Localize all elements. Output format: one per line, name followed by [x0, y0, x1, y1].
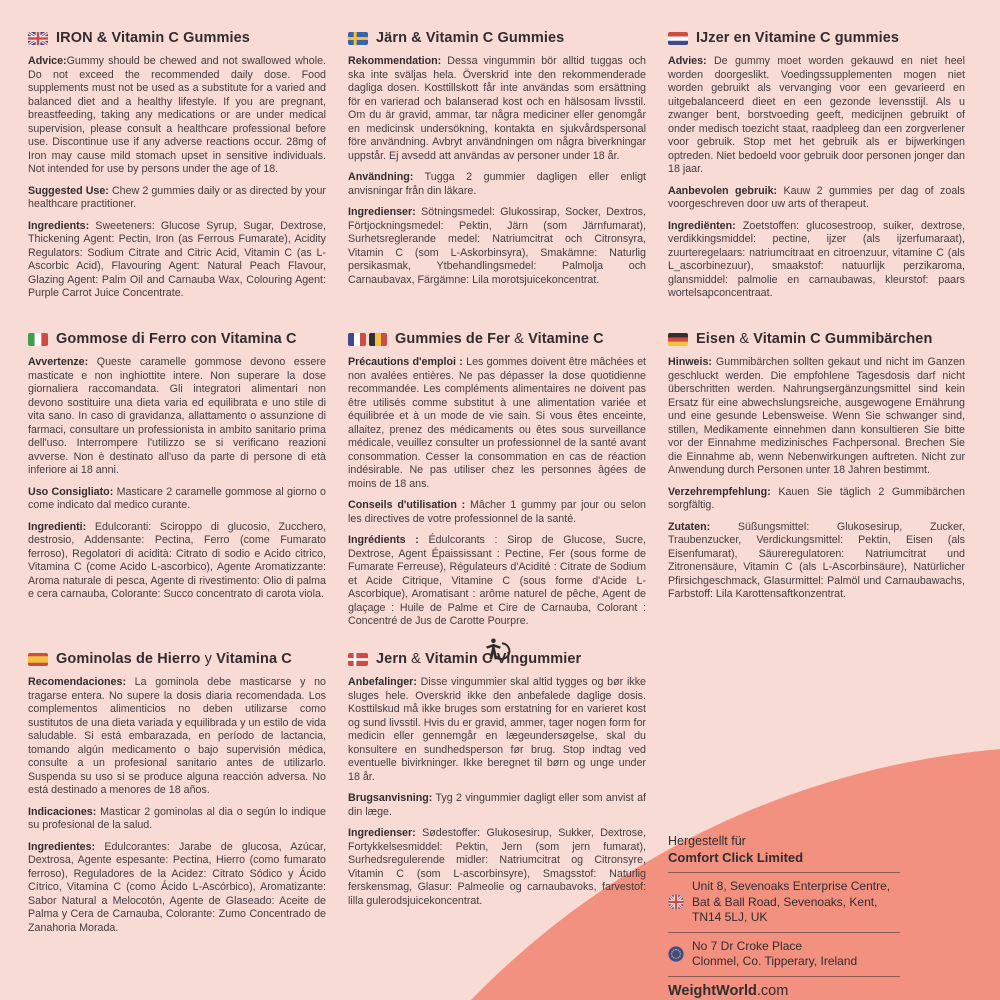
- made-for-label: Hergestellt für: [668, 834, 746, 848]
- section-header: [668, 30, 965, 46]
- use-paragraph: Brugsanvisning: Tyg 2 vingummier dagligt eller som anvist af din læge.: [348, 792, 646, 818]
- section-title: IJzer en Vitamine C gummies: [696, 30, 900, 46]
- brand-logo: WeightWorld.com: [668, 982, 789, 999]
- section-title: Jern & Vitamin C Vingummier: [376, 651, 582, 667]
- ingredients-paragraph: Zutaten: Süßungsmittel: Glukosesirup, Zucker, Traubenzucker, Verdickungsmittel: Pektin, Eisen (als Eisenfumarat), Säureregulatoren: Natriumcitrat und Zitronensäure, Vitamin C (als L-Ascorbinsäure), Natürlicher Pfirsichgeschmack, Glasurmittel: Palmöl und Carnaubawachs, Farbstoff: Lila Karottensaftkonzentrat.: [668, 520, 965, 600]
- ingredients-paragraph: Ingrédients : Édulcorants : Sirop de Glucose, Sucre, Dextrose, Agent Épaississant : Pectine, Fer (sous forme de Fumarate Ferreuse), Régulateurs d'Acidité : Citrate de Sodium et Acide Citrique, Vitamine C (sous forme d'Acide L-Ascorbique), Aromatisant : arôme naturel de pêche, Agent de glaçage : Huile de Palme et Cire de Carnauba, Colorant : Concentré de Jus de Carotte Pourpre.: [348, 534, 646, 627]
- use-paragraph: Aanbevolen gebruik: Kauw 2 gummies per dag of zoals voorgeschreven door uw arts of therapeut.: [668, 184, 965, 210]
- section-header: [668, 331, 965, 347]
- section-header: [348, 331, 646, 347]
- section-header: [348, 651, 646, 667]
- uk-address: Unit 8, Sevenoaks Enterprise Centre, Bat & Ball Road, Sevenoaks, Kent, TN14 5LJ, UK: [692, 879, 891, 924]
- section-title: Gummies de Fer & Vitamine C: [395, 331, 604, 347]
- uk-round-flag-icon: [668, 894, 684, 910]
- ie-address-row: [668, 939, 900, 970]
- ingredients-paragraph: Ingrediënten: Zoetstoffen: glucosestroop, suiker, dextrose, verdikkingsmiddel: pectine, ijzer (als ijzerfumaraat), zuurteregelaars: natriumcitraat en citroenzuur, vitamine C (als L_ascorbinezuur), smaakstof: natuurlijk perzikaroma, glansmiddel: palmolie en carnaubawas, kleurstof: paars wortelsapconcentraat.: [668, 219, 965, 299]
- ingredients-paragraph: Ingredienser: Sötningsmedel: Glukossirap, Socker, Dextros, Förtjockningsmedel: Pektin, Järn (som Järnfumarat), Surhetsreglerande medel: Natriumcitrat och Citronsyra, Vitamin C (som L-Askorbinsyra), Smakämne: Naturlig persikasmak, Ytbehandlingsmedel: Palmolja och Carnaubavax, Färgämne: Lila morotsjuicekoncentrat.: [348, 206, 646, 286]
- advice-paragraph: Recomendaciones: La gominola debe masticarse y no tragarse entera. No supere la dosis diaria recomendada. Los complementos alimenticios no deben utilizarse como sustitutos de una dieta variada y equilibrada y un estilo de vida saludable. Si está embarazada, en período de lactancia, tomando algún medicamento o bajo supervisión médica, consulte a un profesional sanitario antes de utilizarlo. Suspenda su uso si se produce alguna reacción adversa. No está destinado a menores de 18 años.: [28, 676, 326, 796]
- divider: [668, 932, 900, 933]
- eu-round-flag-icon: [668, 946, 684, 962]
- ingredients-paragraph: Ingredientes: Edulcorantes: Jarabe de glucosa, Azúcar, Dextrosa, Agente espesante: Pectina, Hierro (como fumarato ferroso), Reguladores de la Acidez: Citrato Sódico y Ácido Cítrico, Vitamina C (como Ácido L-Ascórbico), Aromatizante: Sabor Natural a Melocotón, Agente de Glaseado: Aceite de Palma y Cera de Carnauba, Colorante: Zumo Concentrado de Zanahoria Morada.: [28, 840, 326, 934]
- section-title: Gominolas de Hierro y Vitamina C: [56, 651, 292, 667]
- advice-paragraph: Rekommendation: Dessa vingummin bör alltid tuggas och ska inte sväljas hela. Överskrid inte den rekommenderade dagliga dosen. Kosttillskott får inte användas som ersättning för en varierad och balanserad kost och en hälsosam livsstil. Om du är gravid, ammar, tar några mediciner eller genomgår en medicinsk undersökning, kontakta en sjukvårdspersonal före användning. Avbryt användningen om några biverkningar uppstår. Ej avsedd att användas av personer under 18 år.: [348, 55, 646, 162]
- section-title: Järn & Vitamin C Gummies: [376, 30, 565, 46]
- advice-paragraph: Anbefalinger: Disse vingummier skal altid tygges og bør ikke sluges hele. Overskrid ikke den anbefalede daglige dosis. Kosttilskud må ikke bruges som erstatning for en varieret kost og sund livsstil. Hvis du er gravid, ammer, tager nogen form for medicin eller gennemgår en lægeundersøgelse, skal du konsultere en sundhedsperson før brug. Stop indtag ved eventuelle bivirkninger. Ikke beregnet til børn og unge under 18 år.: [348, 676, 646, 783]
- section-header: [348, 30, 646, 46]
- use-paragraph: Indicaciones: Masticar 2 gominolas al dia o según lo indique su profesional de la salud.: [28, 805, 326, 831]
- section-french: [348, 331, 646, 669]
- section-header: [28, 331, 326, 347]
- section-dutch: [668, 30, 965, 309]
- section-italian: [28, 331, 326, 610]
- divider: [668, 976, 900, 977]
- advice-paragraph: Précautions d'emploi : Les gommes doivent être mâchées et non avalées entières. Ne pas dépasser la dose quotidienne recommandée. Les compléments alimentaires ne doivent pas être utilisés comme substitut à une alimentation variée et équilibrée et à un mode de vie sain. Si vous êtes enceinte, allaitez, prenez des médicaments ou êtes sous surveillance médicale, veuillez consulter un professionnel de la santé avant consommation. Cesser la consommation en cas de réaction indésirable. Ne pas utiliser chez les personnes âgées de moins de 18 ans.: [348, 356, 646, 490]
- germany-flag-icon: [668, 333, 688, 346]
- ie-address: No 7 Dr Croke Place Clonmel, Co. Tipperary, Ireland: [692, 938, 858, 968]
- manufacturer-block: [668, 833, 900, 999]
- use-paragraph: Användning: Tugga 2 gummier dagligen eller enligt anvisningar från din läkare.: [348, 171, 646, 197]
- section-title: Gommose di Ferro con Vitamina C: [56, 331, 297, 347]
- advice-paragraph: Advies: De gummy moet worden gekauwd en niet heel worden doorgeslikt. Voedingssupplementen mogen niet worden gebruikt als vervanging voor een gevarieerd en uitgebalanceerd dieet en een gezonde levensstijl. Als u zwanger bent, borstvoeding geeft, medicijnen gebruikt of onder medisch toezicht staat, raadpleeg dan een zorgverlener voor gebruik. Stop met het gebruik als er bijwerkingen optreden. Niet bedoeld voor gebruik door personen jonger dan 18 jaar.: [668, 55, 965, 175]
- use-paragraph: Conseils d'utilisation : Mâcher 1 gummy par jour ou selon les directives de votre professionnel de la santé.: [348, 499, 646, 525]
- italy-flag-icon: [28, 333, 48, 346]
- section-english: [28, 30, 326, 309]
- section-spanish: [28, 651, 326, 943]
- section-title: Eisen & Vitamin C Gummibärchen: [696, 331, 933, 347]
- netherlands-flag-icon: [668, 32, 688, 45]
- advice-paragraph: Advice:Gummy should be chewed and not swallowed whole. Do not exceed the recommended daily dose. Food supplements must not be used as a substitute for a varied and balanced diet and a healthy lifestyle. If you are pregnant, breastfeeding, taking any medications or are under medical supervision, please consult a healthcare professional before use. Discontinue use if any adverse reactions occur. 28mg of Iron may cause mild stomach upset in sensitive individuals. Not intended for use by persons under the age of 18.: [28, 55, 326, 175]
- france-flag-icon: [348, 333, 366, 346]
- belgium-flag-icon: [369, 333, 387, 346]
- uk-flag-icon: [28, 32, 48, 45]
- advice-paragraph: Avvertenze: Queste caramelle gommose devono essere masticate e non inghiottite intere. Non superare la dose giornaliera raccomandata. Gli integratori alimentari non devono sostituire una dieta varia ed equilibrata e uno stile di vita sano. In caso di gravidanza, allattamento o assunzione di farmaci, consultare un professionista in ambito sanitario prima dell'uso. Interrompere l'utilizzo se si verificano reazioni avverse. Non è destinato all'uso da parte di persone di età inferiore ai 18 anni.: [28, 356, 326, 476]
- section-title: IRON & Vitamin C Gummies: [56, 30, 250, 46]
- company-name: Comfort Click Limited: [668, 850, 804, 865]
- ingredients-paragraph: Ingredienser: Sødestoffer: Glukosesirup, Sukker, Dextrose, Fortykkelsesmiddel: Pektin, Jern (som jern fumarat), Surhedsregulerende midler: Natriumcitrat og Citronsyre, Vitamin C (som L-ascorbinsyre), Smagsstof: Naturlig ferskensmag, Glasur: Palmeolie og carnaubavoks, farvestof: lilla gulerodsjuicekoncentrat.: [348, 827, 646, 907]
- advice-paragraph: Hinweis: Gummibärchen sollten gekaut und nicht im Ganzen geschluckt werden. Die empfohlene Tagesdosis darf nicht überschritten werden. Nahrungsergänzungsmittel sind kein Ersatz für eine abwechslungsreiche, ausgewogene Ernährung und eine gesunde Lebensweise. Wenn Sie schwanger sind, stillen, Medikamente einnehmen dann konsultieren Sie bitte vor der Einnahme medizinisches Fachpersonal. Brechen Sie die Einnahme ab, wenn Nebenwirkungen auftreten. Nicht zur Anwendung durch Personen unter 18 Jahren bestimmt.: [668, 356, 965, 476]
- use-paragraph: Uso Consigliato: Masticare 2 caramelle gommose al giorno o come indicato dal medico curante.: [28, 485, 327, 511]
- denmark-flag-icon: [348, 653, 368, 666]
- section-header: [28, 651, 326, 667]
- section-danish: [348, 651, 646, 916]
- use-paragraph: Suggested Use: Chew 2 gummies daily or as directed by your healthcare practitioner.: [28, 184, 326, 210]
- use-paragraph: Verzehrempfehlung: Kauen Sie täglich 2 Gummibärchen sorgfältig.: [668, 485, 965, 511]
- ingredients-paragraph: Ingredienti: Edulcoranti: Sciroppo di glucosio, Zucchero, destrosio, Addensante: Pectina, Ferro (come Fumarato ferroso), Regolatori di acidità: Citrato di sodio e Acido citrico, Vitamina C (come Acido L-ascorbico), Agente Aromatizzante: Aroma naturale di pesca, Agente di rivestimento: Olio di palma e cera carnauba, Colorante: Succo concentrato di carota viola.: [28, 520, 326, 600]
- spain-flag-icon: [28, 653, 48, 666]
- ingredients-paragraph: Ingredients: Sweeteners: Glucose Syrup, Sugar, Dextrose, Thickening Agent: Pectin, Iron (as Ferrous Fumarate), Acidity Regulators: Sodium Citrate and Citric Acid, Vitamin C (as L-Ascorbic Acid), Flavouring Agent: Natural Peach Flavour, Glazing Agent: Palm Oil and Carnauba Wax, Colouring Agent: Purple Carrot Juice Concentrate.: [28, 219, 326, 299]
- uk-address-row: [668, 879, 900, 926]
- section-german: [668, 331, 965, 610]
- divider: [668, 872, 900, 873]
- section-swedish: [348, 30, 646, 295]
- section-header: [28, 30, 326, 46]
- sweden-flag-icon: [348, 32, 368, 45]
